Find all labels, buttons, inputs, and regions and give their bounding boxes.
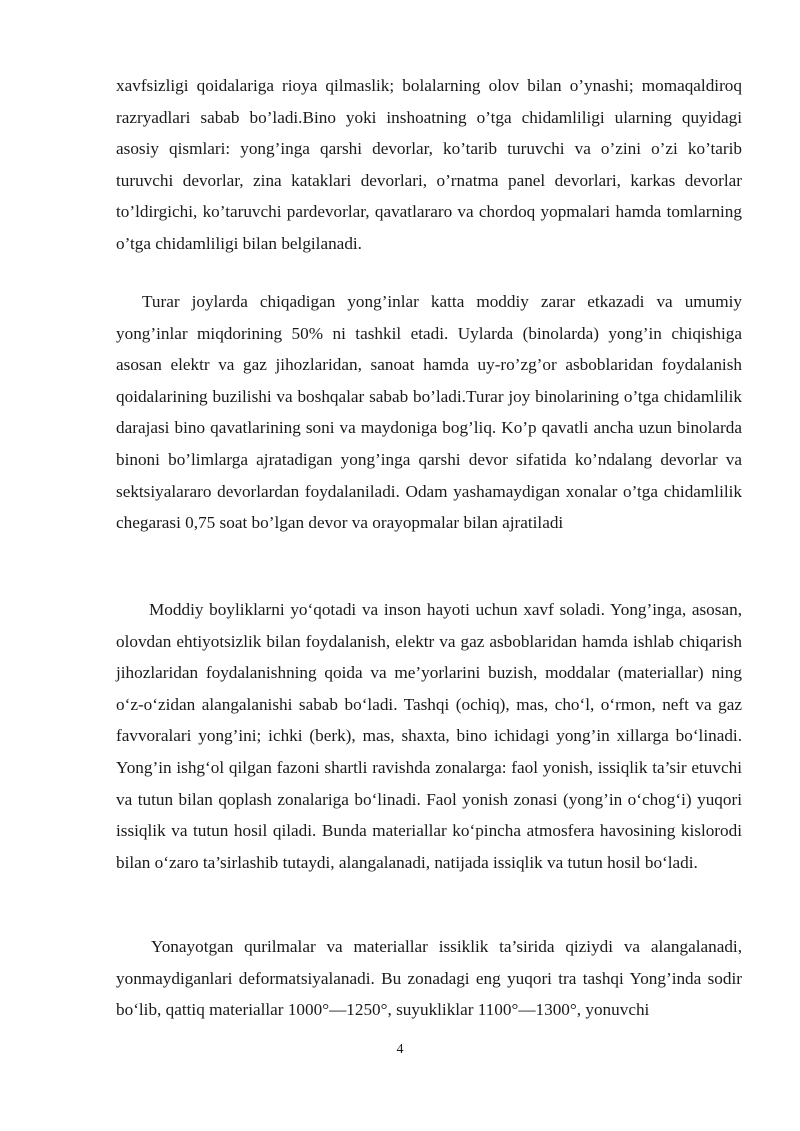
- paragraph-fire-zones: Moddiy boyliklarni yo‘qotadi va inson hayoti uchun xavf soladi. Yong’inga, asosan, olovdan ehtiyotsizlik bilan foydalanish, elektr va gaz asboblaridan hamda ishlab chiqarish jihozlaridan foydalanishning qoida va me’yorlarini buzish, moddalar (materiallar) ning o‘z-o‘zidan alangalanishi sabab bo‘ladi. Tashqi (ochiq), mas, cho‘l, o‘rmon, neft va gaz favvoralari yong’ini; ichki (berk), mas, shaxta, bino ichidagi yong’in xillarga bo‘linadi. Yong’in ishg‘ol qilgan fazoni shartli ravishda zonalarga: faol yonish, issiqlik ta’sir etuvchi va tutun bilan qoplash zonalariga bo‘linadi. Faol yonish zonasi (yong’in o‘chog‘i) yuqori issiqlik va tutun hosil qiladi. Bunda materiallar ko‘pincha atmosfera havosining kislorodi bilan o‘zaro ta’sirlashib tutaydi, alangalanadi, natijada issiqlik va tutun hosil bo‘ladi.: [116, 600, 742, 872]
- paragraph-burning-materials: Yonayotgan qurilmalar va materiallar issiklik ta’sirida qiziydi va alangalanadi, yonmaydiganlari deformatsiyalanadi. Bu zonadagi eng yuqori tra tashqi Yong’inda sodir bo‘lib, qattiq materiallar 1000°—1250°, suyukliklar 1100°—1300°, yonuvchi: [116, 937, 742, 1020]
- paragraph-residential-fires: Turar joylarda chiqadigan yong’inlar katta moddiy zarar etkazadi va umumiy yong’inlar miqdorining 50% ni tashkil etadi. Uylarda (binolarda) yong’in chiqishiga asosan elektr va gaz jihozlaridan, sanoat hamda uy-ro’zg’or asboblaridan foydalanish qoidalarining buzilishi va boshqalar sabab bo’ladi.Turar joy binolarining o’tga chidamlilik darajasi bino qavatlarining soni va maydoniga bog’liq. Ko’p qavatli ancha uzun binolarda binoni bo’limlarga ajratadigan yong’inga qarshi devor sifatida ko’ndalang devorlar va sektsiyalararo devorlardan foydalaniladi. Odam yashamaydigan xonalar o’tga chidamlilik chegarasi 0,75 soat bo’lgan devor va orayopmalar bilan ajratiladi: [116, 292, 742, 533]
- page-number: 4: [396, 1042, 404, 1057]
- paragraph-continuation: xavfsizligi qoidalariga rioya qilmaslik; bolalarning olov bilan o’ynashi; momaqaldiroq razryadlari sabab bo’ladi.Bino yoki inshoatning o’tga chidamliligi ularning quyidagi asosiy qismlari: yong’inga qarshi devorlar, ko’tarib turuvchi va o’zini o’zi ko’tarib turuvchi devorlar, zina kataklari devorlari, o’rnatma panel devorlari, karkas devorlar to’ldirgichi, ko’taruvchi pardevorlar, qavatlararo va chordoq yopmalari hamda tomlarning o’tga chidamliligi bilan belgilanadi.: [116, 76, 742, 253]
